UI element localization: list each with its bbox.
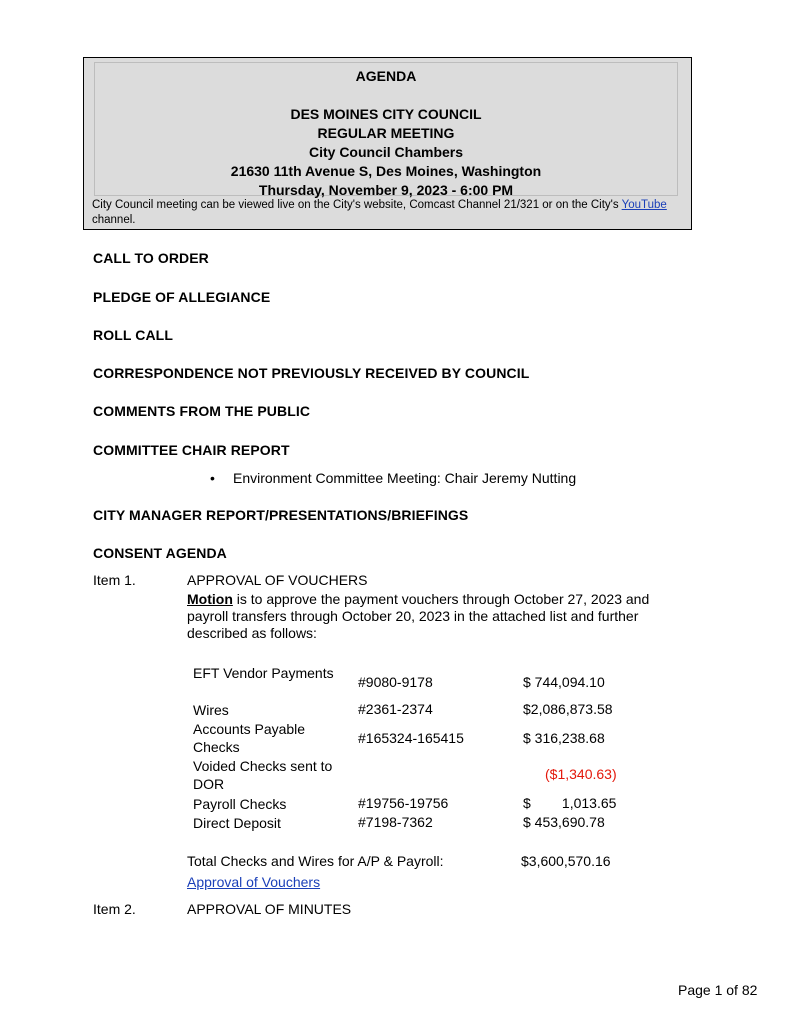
voucher-number: #2361-2374 [358,701,433,717]
item1-label: Item 1. [93,572,136,588]
item1-title: APPROVAL OF VOUCHERS [187,572,368,588]
youtube-link[interactable]: YouTube [621,199,667,211]
section-consent-agenda: CONSENT AGENDA [93,545,227,561]
approval-of-vouchers-link[interactable]: Approval of Vouchers [187,874,321,890]
section-city-manager: CITY MANAGER REPORT/PRESENTATIONS/BRIEFINGS [93,507,469,523]
committee-bullet-item: • Environment Committee Meeting: Chair Jeremy Nutting [210,470,577,486]
voucher-amount-negative: ($1,340.63) [545,766,617,782]
total-label: Total Checks and Wires for A/P & Payroll: [187,853,444,869]
voucher-name: Direct Deposit [193,815,281,831]
voucher-name: EFT Vendor Payments [193,665,334,681]
page-number: Page 1 of 82 [678,982,758,998]
section-public-comments: COMMENTS FROM THE PUBLIC [93,403,311,419]
voucher-number: #19756-19756 [358,795,449,811]
voucher-amount: $ 316,238.68 [523,730,605,746]
voucher-amount: $2,086,873.58 [523,701,613,717]
meeting-location: City Council Chambers [308,144,464,160]
bullet-icon: • [210,470,215,486]
total-amount: $3,600,570.16 [521,853,611,869]
voucher-name: Voided Checks sent to DOR [193,758,333,792]
voucher-number: #165324-165415 [358,730,464,746]
voucher-name: Accounts Payable Checks [193,721,306,755]
voucher-name: Wires [193,702,229,718]
item2-label: Item 2. [93,901,136,917]
voucher-name: Payroll Checks [193,796,287,812]
agenda-header [83,57,692,230]
viewing-note: City Council meeting can be viewed live on the City's website, Comcast Channel 21/321 or on the City's YouTube channel. [92,199,667,226]
voucher-amount: $ 453,690.78 [523,814,605,830]
section-correspondence: CORRESPONDENCE NOT PREVIOUSLY RECEIVED BY COUNCIL [93,365,530,381]
item2-title: APPROVAL OF MINUTES [187,901,352,917]
header-title-block [94,62,678,196]
voucher-amount: $ 744,094.10 [523,674,605,690]
voucher-number: #7198-7362 [358,814,433,830]
meeting-type: REGULAR MEETING [317,125,455,141]
voucher-number: #9080-9178 [358,674,433,690]
section-roll-call: ROLL CALL [93,327,173,343]
meeting-address: 21630 11th Avenue S, Des Moines, Washington [230,163,542,179]
voucher-amount: $ 1,013.65 [523,795,617,811]
item1-motion: Motion is to approve the payment vouchers through October 27, 2023 and payroll transfers through October 20, 2023 in the attached list and further described as follows: [187,591,650,641]
motion-label: Motion [187,591,233,607]
agenda-title: AGENDA [355,68,417,84]
section-pledge: PLEDGE OF ALLEGIANCE [93,289,271,305]
council-name: DES MOINES CITY COUNCIL [290,106,482,122]
meeting-datetime: Thursday, November 9, 2023 - 6:00 PM [258,182,514,198]
section-committee-chair-report: COMMITTEE CHAIR REPORT [93,442,290,458]
section-call-to-order: CALL TO ORDER [93,250,209,266]
